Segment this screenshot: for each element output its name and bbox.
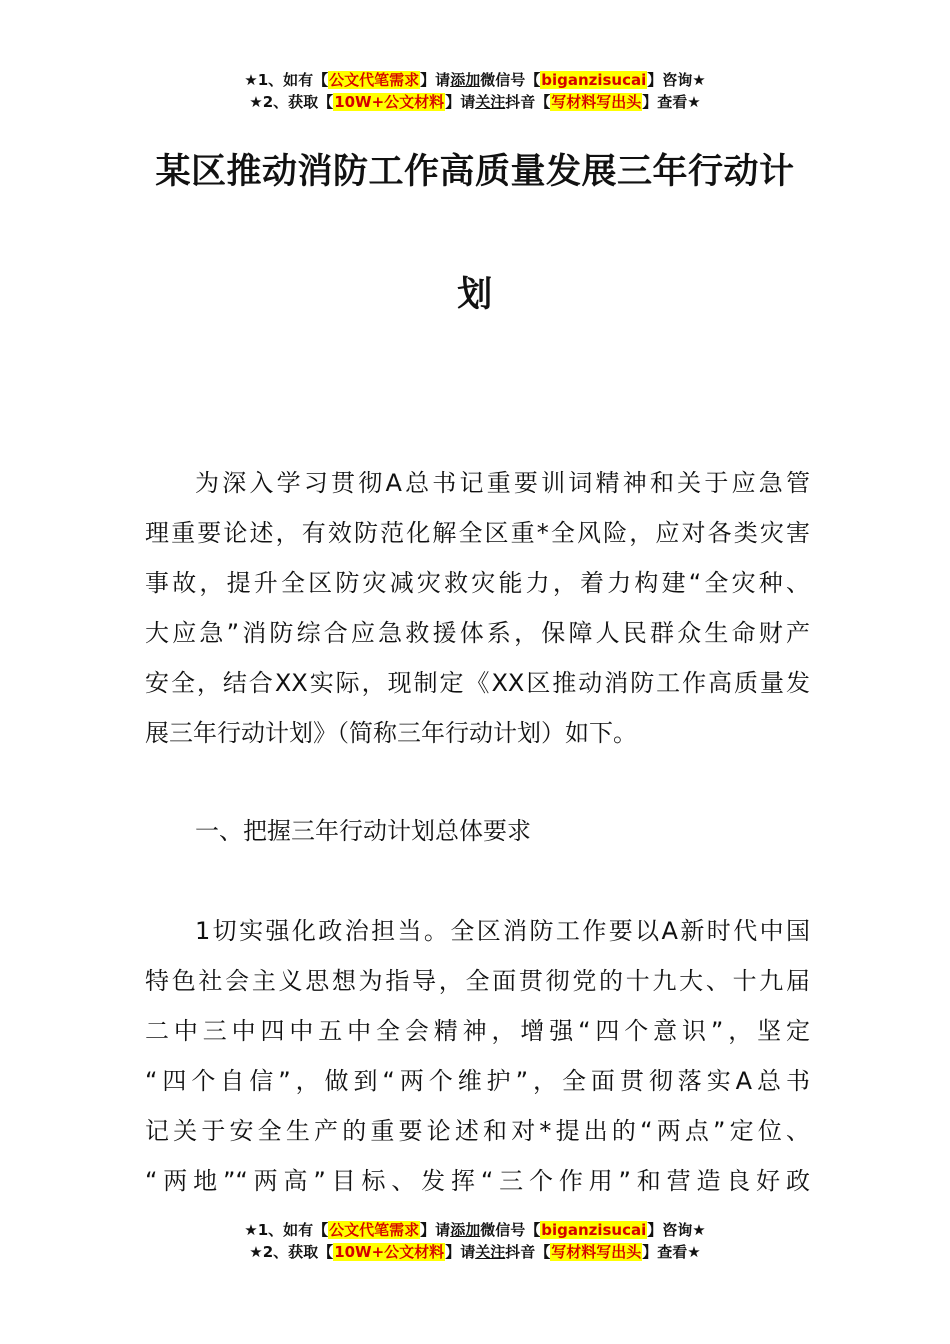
banner-text: 】咨询★ <box>647 71 706 89</box>
paragraph-line: 1切实强化政治担当。全区消防工作要以A新时代中国 <box>195 917 810 945</box>
document-title-line-1: 某区推动消防工作高质量发展三年行动计 <box>155 152 795 192</box>
section-heading: 一、把握三年行动计划总体要求 <box>195 817 531 845</box>
highlight-materials: 10W+公文材料 <box>334 93 445 111</box>
highlight-douyin-account: 写材料写出头 <box>551 93 642 111</box>
highlight-service: 公文代笔需求 <box>329 71 420 89</box>
banner-text: 】查看★ <box>642 1243 701 1261</box>
intro-paragraph <box>145 458 810 758</box>
banner-line-2 <box>0 1241 950 1263</box>
banner-text: ★1、如有【 <box>244 1221 329 1239</box>
paragraph-line: 记关于安全生产的重要论述和对*提出的“两点”定位、 <box>145 1117 810 1145</box>
highlight-service: 公文代笔需求 <box>329 1221 420 1239</box>
paragraph-line: 展三年行动计划》（简称三年行动计划）如下。 <box>145 719 637 747</box>
banner-line-1 <box>0 69 950 91</box>
banner-text-underlined: 关注 <box>475 1243 506 1261</box>
banner-text: 】请 <box>445 1243 476 1261</box>
banner-text: 】请 <box>420 1221 451 1239</box>
paragraph-line: 大应急”消防综合应急救援体系，保障人民群众生命财产 <box>145 619 810 647</box>
banner-text: ★2、获取【 <box>249 1243 334 1261</box>
paragraph-line: 特色社会主义思想为指导，全面贯彻党的十九大、十九届 <box>145 967 810 995</box>
paragraph-line: “两地”“两高”目标、发挥“三个作用”和营造良好政 <box>145 1167 810 1195</box>
banner-text: 】咨询★ <box>647 1221 706 1239</box>
banner-text: 抖音【 <box>505 93 551 111</box>
banner-text: 】请 <box>420 71 451 89</box>
paragraph-line: 安全，结合XX实际，现制定《XX区推动消防工作高质量发 <box>145 669 810 697</box>
footer-banner <box>0 1219 950 1263</box>
paragraph-line: 为深入学习贯彻A总书记重要训词精神和关于应急管 <box>195 469 810 497</box>
section-paragraph <box>145 906 810 1206</box>
banner-text-underlined: 关注 <box>475 93 506 111</box>
banner-text: 微信号【 <box>480 71 541 89</box>
banner-text-underlined: 添加 <box>450 71 481 89</box>
banner-text: ★2、获取【 <box>249 93 334 111</box>
paragraph-line: “四个自信”，做到“两个维护”，全面贯彻落实A总书 <box>145 1067 810 1095</box>
banner-line-1 <box>0 1219 950 1241</box>
banner-text: 抖音【 <box>505 1243 551 1261</box>
paragraph-line: 二中三中四中五中全会精神，增强“四个意识”，坚定 <box>145 1017 810 1045</box>
highlight-wechat-id: biganzisucai <box>541 71 647 89</box>
highlight-materials: 10W+公文材料 <box>334 1243 445 1261</box>
banner-line-2 <box>0 91 950 113</box>
paragraph-line: 理重要论述，有效防范化解全区重*全风险，应对各类灾害 <box>145 519 810 547</box>
document-title-line-2: 划 <box>457 275 493 315</box>
paragraph-line: 事故，提升全区防灾减灾救灾能力，着力构建“全灾种、 <box>145 569 810 597</box>
banner-text: 微信号【 <box>480 1221 541 1239</box>
header-banner <box>0 69 950 113</box>
highlight-wechat-id: biganzisucai <box>541 1221 647 1239</box>
banner-text: ★1、如有【 <box>244 71 329 89</box>
banner-text: 】请 <box>445 93 476 111</box>
banner-text-underlined: 添加 <box>450 1221 481 1239</box>
banner-text: 】查看★ <box>642 93 701 111</box>
highlight-douyin-account: 写材料写出头 <box>551 1243 642 1261</box>
